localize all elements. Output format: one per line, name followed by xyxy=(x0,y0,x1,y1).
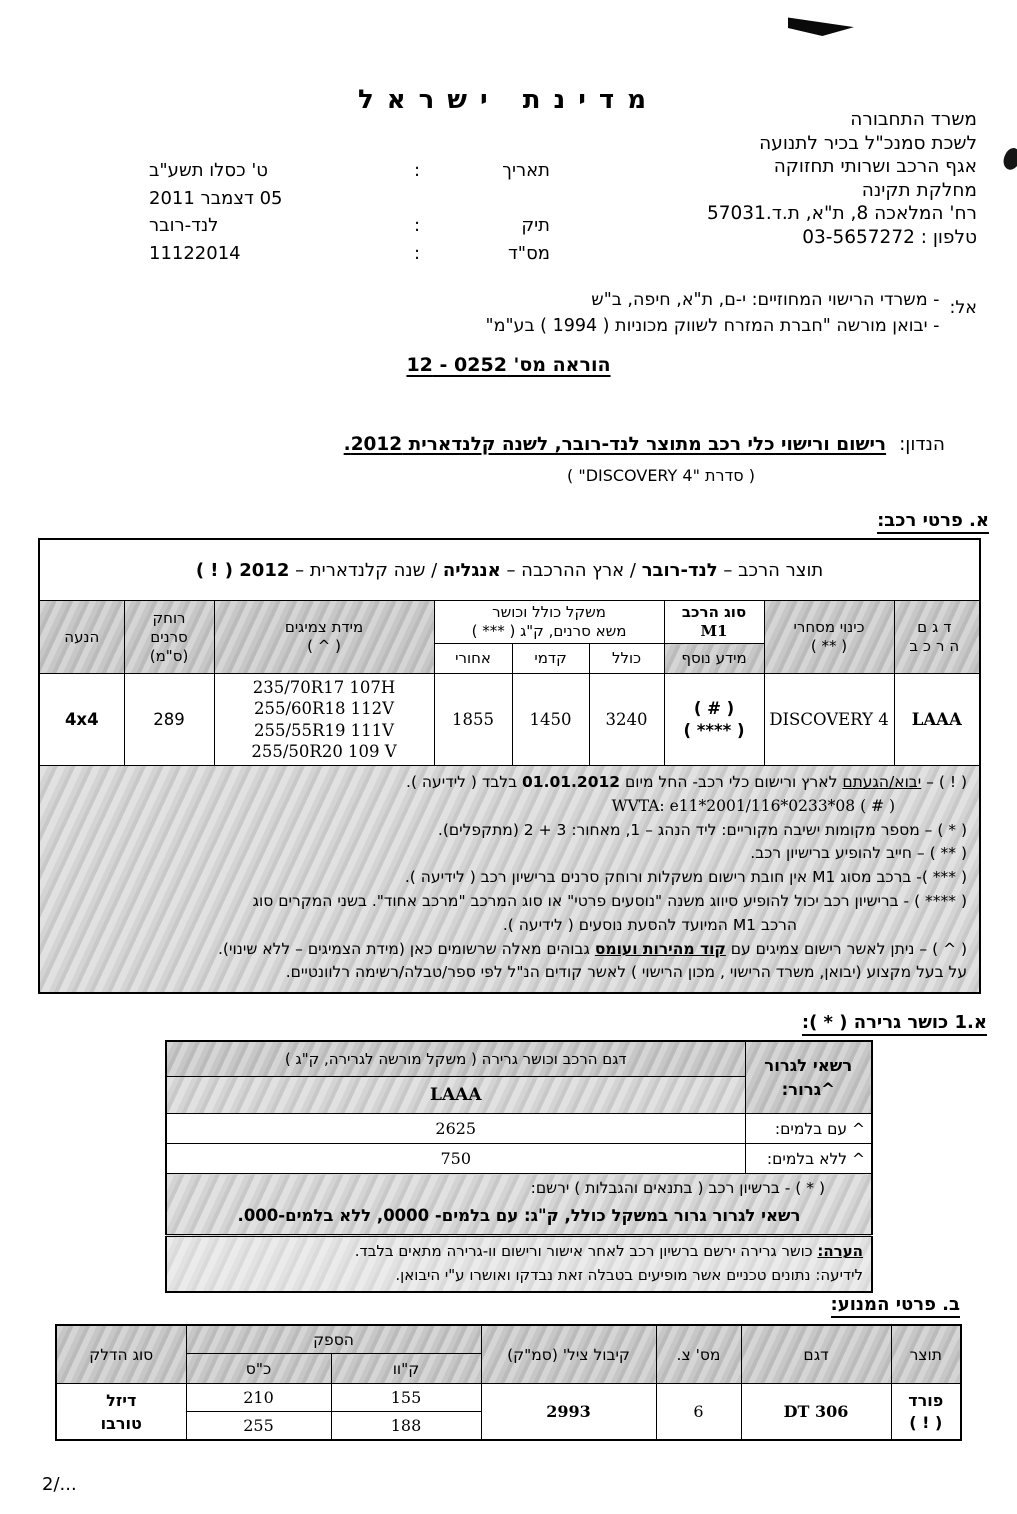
letterhead-office-block xyxy=(707,108,977,249)
engine-cell-manufacturer: פורד ( ! ) xyxy=(891,1384,961,1441)
office-line-phone: טלפון : 03-5657272 xyxy=(802,226,977,248)
office-line-ministry: משרד התחבורה xyxy=(850,109,977,130)
page-number-footer: 2/... xyxy=(42,1474,77,1495)
towing-no-brakes-label: ^ ללא בלמים: xyxy=(745,1144,872,1174)
towing-capacity-table xyxy=(165,1040,873,1293)
col-header-weight-rear: אחורי xyxy=(434,644,512,674)
to-label: אל: xyxy=(949,298,977,318)
cell-weight-front: 1450 xyxy=(512,674,589,766)
engine-header-model: דגם xyxy=(741,1325,891,1384)
towing-with-brakes-value: 2625 xyxy=(166,1114,745,1144)
col-header-model: דגם הרכב xyxy=(894,601,980,674)
engine-cell-kw-2: 188 xyxy=(331,1412,481,1441)
addressee-line-offices: - משרדי הרישוי המחוזיים: י-ם, ת"א, חיפה, ב"ש xyxy=(591,290,940,310)
col-header-trade-name: כינוי מסחרי ( ** ) xyxy=(764,601,894,674)
file-label: תיק xyxy=(521,215,550,236)
towing-side-header: רשאי לגרור ^גרור: xyxy=(745,1041,872,1114)
date-colon-spacer xyxy=(404,185,430,213)
date-label-spacer xyxy=(430,185,550,213)
towing-remarks xyxy=(166,1236,872,1293)
office-line-department: מחלקת תקינה xyxy=(861,179,977,201)
footnote-import-date: ( ! ) – יבוא/הגעתם לארץ ורישום כלי רכב- החל מיום 01.01.2012 בלבד ( לידיעה ). xyxy=(406,773,968,791)
cell-tire-sizes: 235/70R17 107H 255/60R18 112V 255/55R19 111V 255/50R20 109 V xyxy=(214,674,434,766)
subject-series-line: ( סדרת "DISCOVERY 4" ) xyxy=(567,466,755,485)
addressee-line-importer: - יבואן מורשה "חברת המזרח לשווק מכוניות ( 1994 ) בע"מ" xyxy=(485,316,940,336)
directive-number: הוראה מס' 0252 - 12 xyxy=(406,354,611,376)
engine-header-hp: כ"ס xyxy=(186,1354,331,1384)
towing-note-license: ( * ) - ברשיון רכב ( בתנאים והגבלות ) ירשם: xyxy=(530,1179,825,1197)
engine-cell-fuel: דיזל טורבו xyxy=(56,1384,186,1441)
vehicle-details-table xyxy=(38,538,981,994)
engine-details-table xyxy=(55,1324,962,1441)
date-gregorian-value: 05 דצמבר 2011 xyxy=(149,187,283,209)
engine-cell-cylinders: 6 xyxy=(656,1384,741,1441)
addressees-block xyxy=(486,287,977,339)
engine-header-cylinders: מס' צ. xyxy=(656,1325,741,1384)
footnote-tire-codes-1: ( ^ ) – ניתן לאשר רישום צמיגים עם קוד מהירות ועומס גבוהים מאלה שרשומים כאן (מידת הצמיגים – ללא שינוי). xyxy=(218,939,968,958)
cell-weight-total: 3240 xyxy=(589,674,664,766)
letterhead-meta-block xyxy=(149,157,550,267)
footnote-tire-codes-2: על בעל מקצוע (יבואן, משרד הרישוי , מכון הרישוי ) לאשר קודים הנ"ל לפי ספר/טבלה/רשימה רלוונטיים. xyxy=(285,963,968,982)
towing-with-brakes-label: ^ עם בלמים: xyxy=(745,1114,872,1144)
subject-line xyxy=(344,434,945,455)
cell-drive-type: 4x4 xyxy=(39,674,124,766)
col-header-vehicle-type: סוג הרכב M1 xyxy=(664,601,764,644)
section-a-heading: א. פרטי רכב: xyxy=(877,510,989,534)
office-line-bureau: לשכת סמנכ"ל בכיר לתנועה xyxy=(759,132,977,154)
serial-colon: : xyxy=(413,242,421,264)
footnote-classification-2: הרכב M1 המיועד להסעת נוסעים ( לידיעה ). xyxy=(502,915,798,934)
cell-wheelbase: 289 xyxy=(124,674,214,766)
cell-extra-info: ( # ) ( **** ) xyxy=(664,674,764,766)
engine-header-manufacturer: תוצר xyxy=(891,1325,961,1384)
cell-weight-rear: 1855 xyxy=(434,674,512,766)
col-header-weight-front: קדמי xyxy=(512,644,589,674)
file-value: לנד-רובר xyxy=(149,215,219,236)
footnote-wvta: ( # ) WVTA: e11*2001/116*0233*08 xyxy=(611,796,896,815)
page-title: מדינת ישראל xyxy=(357,85,660,115)
col-header-drive: הנעה xyxy=(39,601,124,674)
cell-model-code: LAAA xyxy=(894,674,980,766)
engine-header-kw: ק"וו xyxy=(331,1354,481,1384)
section-b-heading: ב. פרטי המנוע: xyxy=(831,1294,960,1318)
scan-ink-blob xyxy=(1000,146,1017,173)
file-colon: : xyxy=(413,215,421,236)
footnote-classification-1: ( **** ) - ברישיון רכב יכול להופיע סיווג משנה "נוסעים פרטי" או סוג המרכב "מרכב אחוד". בשני המקרים סוג xyxy=(252,891,968,910)
engine-header-displacement: קיבול ציל' (סמ"ק) xyxy=(481,1325,656,1384)
towing-info-line: לידיעה: נתונים טכניים אשר מופיעים בטבלה זאת נבדקו ואושרו ע"י היבואן. xyxy=(395,1266,863,1284)
col-header-weight-total: כולל xyxy=(589,644,664,674)
engine-header-power: הספק xyxy=(186,1325,481,1354)
towing-model-code: LAAA xyxy=(166,1077,745,1114)
office-line-division: אגף הרכב ושרותי תחזוקה xyxy=(773,156,977,177)
cell-trade-name: DISCOVERY 4 xyxy=(764,674,894,766)
col-header-extra-info: מידע נוסף xyxy=(664,644,764,674)
towing-remark-line: הערה: כושר גרירה ירשם ברשיון רכב לאחר אישור ורישום וו-גרירה מתאים בלבד. xyxy=(354,1242,863,1260)
serial-value: 11122014 xyxy=(149,242,241,264)
footnote-m1-weights: ( *** )- ברכב מסוג M1 אין חובת רישום משקלות ורוחק סרנים ברישיון רכב ( לידיעה ). xyxy=(404,868,968,887)
vehicle-table-footnotes xyxy=(39,766,980,994)
towing-notes xyxy=(166,1174,872,1236)
date-label: תאריך xyxy=(502,160,550,181)
footnote-license: ( ** ) – חייב להופיע ברישיון רכב. xyxy=(750,844,968,863)
subject-label: הנדון: xyxy=(899,434,945,455)
date-colon: : xyxy=(413,160,421,181)
engine-cell-hp-2: 255 xyxy=(186,1412,331,1441)
towing-no-brakes-value: 750 xyxy=(166,1144,745,1174)
engine-cell-displacement: 2993 xyxy=(481,1384,656,1441)
towing-note-weights: רשאי לגרור גרור במשקל כולל, ק"ג: עם בלמים- 0000, ללא בלמים-000. xyxy=(237,1206,801,1225)
serial-label: מס"ד xyxy=(507,242,550,264)
scan-smudge-mark xyxy=(788,15,854,36)
subject-text: רישום ורישוי כלי רכב מתוצר לנד-רובר, לשנה קלנדארית 2012. xyxy=(343,434,887,455)
date-hebrew-value: ט' כסלו תשע"ב xyxy=(149,160,268,181)
col-header-weights: משקל כולל וכושר משא סרנים, ק"ג ( *** ) xyxy=(434,601,664,644)
engine-cell-kw-1: 155 xyxy=(331,1384,481,1412)
footnote-seats: ( * ) – מספר מקומות ישיבה מקוריים: ליד הנהג – 1, מאחור: 3 + 2 (מתקפלים). xyxy=(437,820,968,839)
engine-cell-model: 306 DT xyxy=(741,1384,891,1441)
col-header-wheelbase: רוחק סרנים (ס"מ) xyxy=(124,601,214,674)
section-a1-heading: א.1 כושר גרירה ( * ): xyxy=(802,1012,987,1036)
engine-cell-hp-1: 210 xyxy=(186,1384,331,1412)
addressee-lines xyxy=(486,287,940,339)
col-header-tires: מידת צמיגים ( ^ ) xyxy=(214,601,434,674)
office-line-address: רח' המלאכה 8, ת"א, ת.ד.57031 xyxy=(707,203,977,224)
vehicle-table-title: תוצר הרכב – לנד-רובר / ארץ ההרכבה – אנגליה / שנה קלנדארית – 2012 ( ! ) xyxy=(39,539,980,601)
towing-title-cell: דגם הרכב וכושר גרירה ( משקל מורשה לגרירה, ק"ג ) xyxy=(166,1041,745,1077)
engine-header-fuel: סוג הדלק xyxy=(56,1325,186,1384)
